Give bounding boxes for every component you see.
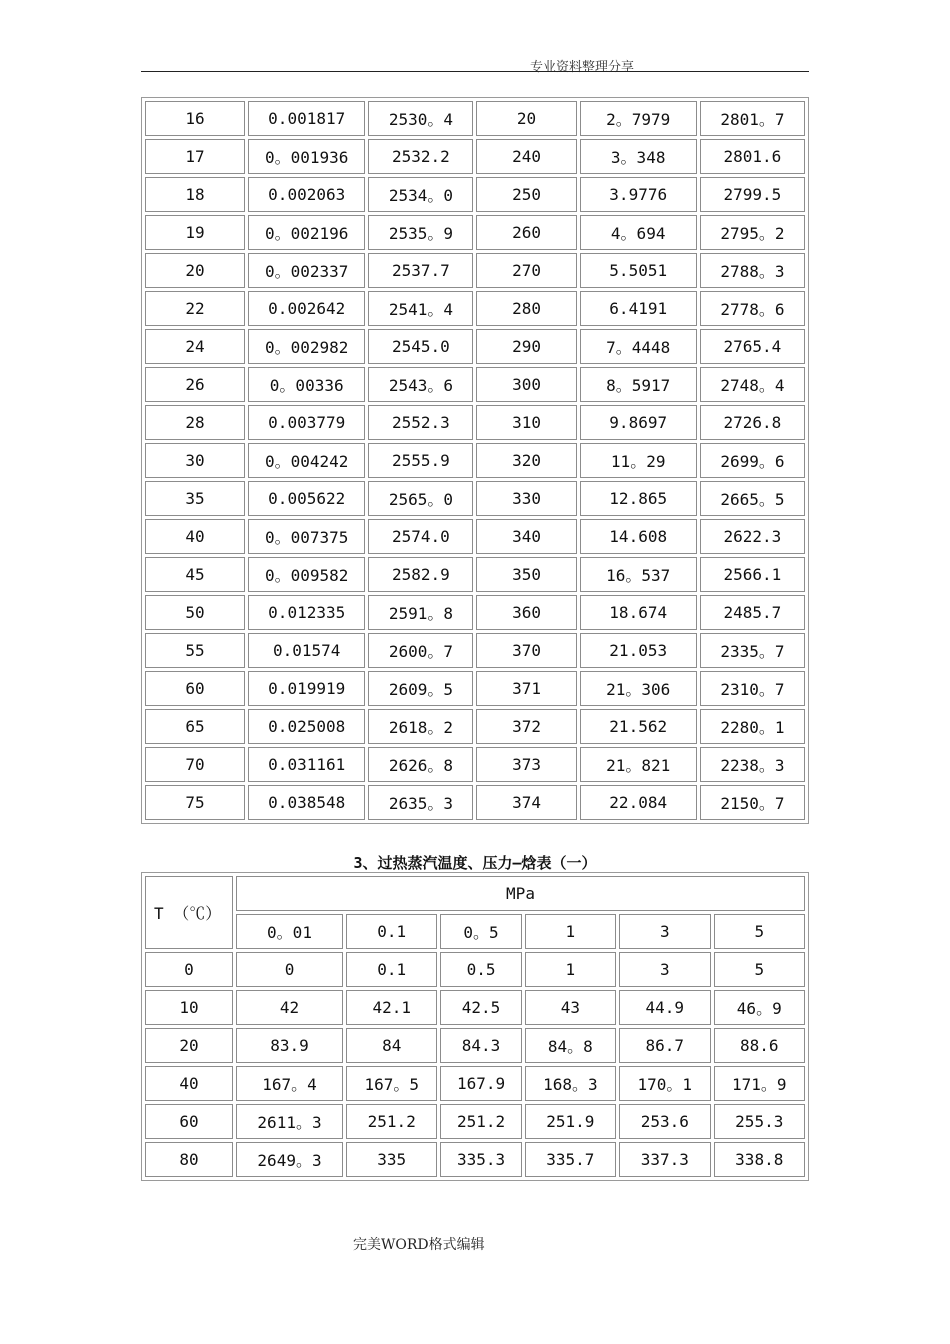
table-cell: 2532.2 <box>368 139 473 174</box>
table-cell: 8。5917 <box>580 367 697 402</box>
table-cell: 20 <box>476 101 576 136</box>
table-row <box>145 405 805 440</box>
table-cell: 335 <box>346 1142 437 1177</box>
table-cell: 2565。0 <box>368 481 473 516</box>
table-cell: 0.005622 <box>248 481 365 516</box>
table-cell: 255.3 <box>714 1104 805 1139</box>
table-cell: 42 <box>236 990 343 1025</box>
table-row <box>145 253 805 288</box>
table-row <box>145 1104 805 1139</box>
table-cell: 240 <box>476 139 576 174</box>
table-cell: 9.8697 <box>580 405 697 440</box>
table-cell: 2574.0 <box>368 519 473 554</box>
table-cell: 2726.8 <box>700 405 805 440</box>
table-cell: 0。00336 <box>248 367 365 402</box>
table-cell: 0.002063 <box>248 177 365 212</box>
table-cell: 260 <box>476 215 576 250</box>
table-cell: 371 <box>476 671 576 706</box>
table-row <box>145 481 805 516</box>
table-cell: 2543。6 <box>368 367 473 402</box>
table-cell: 0.001817 <box>248 101 365 136</box>
table-cell: 335.3 <box>440 1142 521 1177</box>
table-row <box>145 990 805 1025</box>
table-row <box>145 557 805 592</box>
table-cell: 18 <box>145 177 245 212</box>
table-cell: 65 <box>145 709 245 744</box>
table-cell: 0。004242 <box>248 443 365 478</box>
temperature-cell: 0 <box>145 952 233 987</box>
table-cell: 2537.7 <box>368 253 473 288</box>
table-cell: 2799.5 <box>700 177 805 212</box>
temperature-cell: 40 <box>145 1066 233 1101</box>
table-cell: 2600。7 <box>368 633 473 668</box>
table-cell: 337.3 <box>619 1142 710 1177</box>
table-cell: 340 <box>476 519 576 554</box>
table-cell: 2545.0 <box>368 329 473 364</box>
pressure-header-cell: 5 <box>714 914 805 949</box>
table-cell: 2535。9 <box>368 215 473 250</box>
table-cell: 330 <box>476 481 576 516</box>
table-cell: 2635。3 <box>368 785 473 820</box>
table-cell: 0.003779 <box>248 405 365 440</box>
table-cell: 83.9 <box>236 1028 343 1063</box>
table-cell: 28 <box>145 405 245 440</box>
pressure-header-cell: 0。5 <box>440 914 521 949</box>
page-footer-text: 完美WORD格式编辑 <box>353 1237 485 1253</box>
pressure-header-cell: 1 <box>525 914 616 949</box>
table-cell: 2566.1 <box>700 557 805 592</box>
table-cell: 2591。8 <box>368 595 473 630</box>
table-cell: 2748。4 <box>700 367 805 402</box>
table-row <box>145 595 805 630</box>
table-cell: 372 <box>476 709 576 744</box>
table-cell: 18.674 <box>580 595 697 630</box>
table-cell: 60 <box>145 671 245 706</box>
table-cell: 22 <box>145 291 245 326</box>
table-cell: 0。002982 <box>248 329 365 364</box>
table-cell: 253.6 <box>619 1104 710 1139</box>
superheated-steam-table-body <box>145 876 805 1177</box>
table-row <box>145 747 805 782</box>
table-cell: 88.6 <box>714 1028 805 1063</box>
table-header-row <box>145 876 805 911</box>
table-cell: 2335。7 <box>700 633 805 668</box>
table-row <box>145 291 805 326</box>
table-cell: 0.031161 <box>248 747 365 782</box>
table-cell: 3。348 <box>580 139 697 174</box>
table-cell: 2609。5 <box>368 671 473 706</box>
table-row <box>145 671 805 706</box>
table-cell: 2238。3 <box>700 747 805 782</box>
table-cell: 7。4448 <box>580 329 697 364</box>
table-cell: 19 <box>145 215 245 250</box>
table-cell: 167。4 <box>236 1066 343 1101</box>
table-row <box>145 443 805 478</box>
table-row <box>145 367 805 402</box>
table-cell: 2622.3 <box>700 519 805 554</box>
table-cell: 2611。3 <box>236 1104 343 1139</box>
pressure-header-cell: 0.1 <box>346 914 437 949</box>
table-cell: 16。537 <box>580 557 697 592</box>
table-row <box>145 519 805 554</box>
table-cell: 251.2 <box>346 1104 437 1139</box>
table-row <box>145 1066 805 1101</box>
table-cell: 21.562 <box>580 709 697 744</box>
table-cell: 2801。7 <box>700 101 805 136</box>
table-cell: 0.038548 <box>248 785 365 820</box>
table-cell: 84.3 <box>440 1028 521 1063</box>
table-row <box>145 139 805 174</box>
table-cell: 30 <box>145 443 245 478</box>
table-row <box>145 101 805 136</box>
temperature-cell: 20 <box>145 1028 233 1063</box>
table-cell: 6.4191 <box>580 291 697 326</box>
temperature-cell: 80 <box>145 1142 233 1177</box>
table-cell: 43 <box>525 990 616 1025</box>
table-cell: 84。8 <box>525 1028 616 1063</box>
table-cell: 250 <box>476 177 576 212</box>
table-cell: 2310。7 <box>700 671 805 706</box>
table-cell: 2778。6 <box>700 291 805 326</box>
table-cell: 20 <box>145 253 245 288</box>
temperature-header-cell: T （℃） <box>145 876 233 949</box>
table-cell: 2801.6 <box>700 139 805 174</box>
table-cell: 2541。4 <box>368 291 473 326</box>
table-cell: 0.019919 <box>248 671 365 706</box>
table-cell: 2699。6 <box>700 443 805 478</box>
table-cell: 24 <box>145 329 245 364</box>
table-row <box>145 785 805 820</box>
table-cell: 2。7979 <box>580 101 697 136</box>
table-cell: 22.084 <box>580 785 697 820</box>
table-cell: 270 <box>476 253 576 288</box>
table-row <box>145 215 805 250</box>
table-cell: 21。306 <box>580 671 697 706</box>
table-cell: 5.5051 <box>580 253 697 288</box>
pressure-unit-header-cell: MPa <box>236 876 805 911</box>
pressure-header-cell: 3 <box>619 914 710 949</box>
table-cell: 171。9 <box>714 1066 805 1101</box>
table-cell: 46。9 <box>714 990 805 1025</box>
table-cell: 2788。3 <box>700 253 805 288</box>
table-cell: 42.5 <box>440 990 521 1025</box>
table-row <box>145 1142 805 1177</box>
table-row <box>145 329 805 364</box>
table-cell: 2150。7 <box>700 785 805 820</box>
table-cell: 17 <box>145 139 245 174</box>
table-cell: 374 <box>476 785 576 820</box>
table-cell: 167.9 <box>440 1066 521 1101</box>
table-cell: 70 <box>145 747 245 782</box>
table-cell: 50 <box>145 595 245 630</box>
table-cell: 16 <box>145 101 245 136</box>
table-cell: 0。009582 <box>248 557 365 592</box>
table-cell: 2649。3 <box>236 1142 343 1177</box>
temperature-cell: 10 <box>145 990 233 1025</box>
table-cell: 45 <box>145 557 245 592</box>
table-cell: 40 <box>145 519 245 554</box>
header-rule <box>141 71 809 72</box>
table-cell: 0 <box>236 952 343 987</box>
table-cell: 320 <box>476 443 576 478</box>
table-cell: 0.002642 <box>248 291 365 326</box>
table-row <box>145 952 805 987</box>
table-cell: 14.608 <box>580 519 697 554</box>
table-cell: 5 <box>714 952 805 987</box>
table-cell: 75 <box>145 785 245 820</box>
table-cell: 373 <box>476 747 576 782</box>
table-cell: 2530。4 <box>368 101 473 136</box>
table-cell: 84 <box>346 1028 437 1063</box>
table-cell: 0。007375 <box>248 519 365 554</box>
table-cell: 0。002337 <box>248 253 365 288</box>
superheated-steam-table <box>141 872 809 1181</box>
table-cell: 2582.9 <box>368 557 473 592</box>
table-cell: 3 <box>619 952 710 987</box>
saturated-steam-table-body <box>145 101 805 820</box>
table-cell: 2280。1 <box>700 709 805 744</box>
table-cell: 44.9 <box>619 990 710 1025</box>
table-cell: 0.012335 <box>248 595 365 630</box>
table-cell: 338.8 <box>714 1142 805 1177</box>
table-cell: 0.01574 <box>248 633 365 668</box>
table-row <box>145 633 805 668</box>
table-cell: 2795。2 <box>700 215 805 250</box>
table-cell: 280 <box>476 291 576 326</box>
table-cell: 2626。8 <box>368 747 473 782</box>
table-row <box>145 709 805 744</box>
table-cell: 21。821 <box>580 747 697 782</box>
table-cell: 290 <box>476 329 576 364</box>
table-cell: 2765.4 <box>700 329 805 364</box>
table-cell: 1 <box>525 952 616 987</box>
table-cell: 251.2 <box>440 1104 521 1139</box>
table-cell: 35 <box>145 481 245 516</box>
page-header-text: 专业资料整理分享 <box>530 60 635 75</box>
table-cell: 335.7 <box>525 1142 616 1177</box>
table-cell: 350 <box>476 557 576 592</box>
table-cell: 3.9776 <box>580 177 697 212</box>
table-cell: 0.1 <box>346 952 437 987</box>
table-cell: 2555.9 <box>368 443 473 478</box>
pressure-header-row <box>145 914 805 949</box>
table-cell: 11。29 <box>580 443 697 478</box>
table-cell: 2552.3 <box>368 405 473 440</box>
table-cell: 21.053 <box>580 633 697 668</box>
table-cell: 167。5 <box>346 1066 437 1101</box>
table-cell: 0。002196 <box>248 215 365 250</box>
table-cell: 300 <box>476 367 576 402</box>
table-row <box>145 1028 805 1063</box>
temperature-cell: 60 <box>145 1104 233 1139</box>
table-cell: 42.1 <box>346 990 437 1025</box>
table-cell: 0.025008 <box>248 709 365 744</box>
table-cell: 2618。2 <box>368 709 473 744</box>
table-cell: 2665。5 <box>700 481 805 516</box>
table-cell: 360 <box>476 595 576 630</box>
table-cell: 4。694 <box>580 215 697 250</box>
table-cell: 2485.7 <box>700 595 805 630</box>
table-cell: 26 <box>145 367 245 402</box>
table-cell: 370 <box>476 633 576 668</box>
table-row <box>145 177 805 212</box>
table-cell: 170。1 <box>619 1066 710 1101</box>
table-cell: 12.865 <box>580 481 697 516</box>
table-cell: 310 <box>476 405 576 440</box>
table-cell: 2534。0 <box>368 177 473 212</box>
table-cell: 0。001936 <box>248 139 365 174</box>
pressure-header-cell: 0。01 <box>236 914 343 949</box>
table-caption: 3、过热蒸汽温度、压力—焓表（一） <box>353 854 597 872</box>
table-cell: 0.5 <box>440 952 521 987</box>
table-cell: 168。3 <box>525 1066 616 1101</box>
saturated-steam-table <box>141 97 809 824</box>
table-cell: 251.9 <box>525 1104 616 1139</box>
table-cell: 55 <box>145 633 245 668</box>
table-cell: 86.7 <box>619 1028 710 1063</box>
